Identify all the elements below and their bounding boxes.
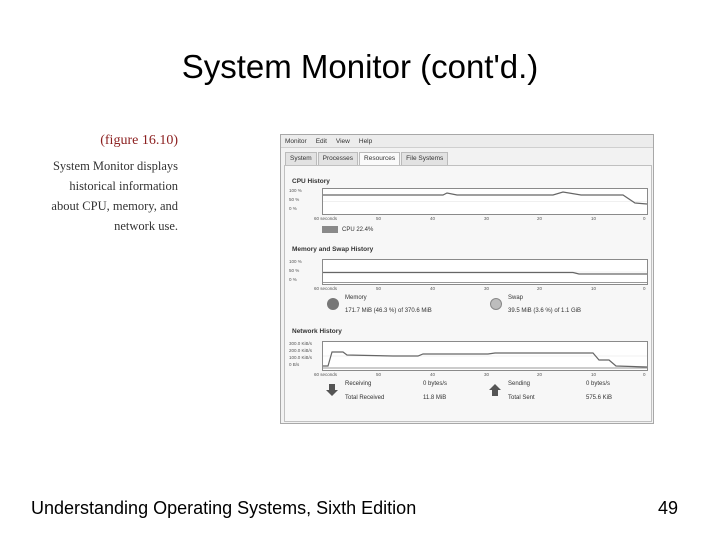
x-tick-label: 50 [376,286,382,291]
total-received-value: 11.8 MiB [423,395,447,401]
network-y-label: 100.0 KiB/s [289,355,313,360]
network-x-axis [314,372,649,378]
x-tick-label: 0 [643,372,646,377]
memory-y-label: 0 % [289,277,297,282]
cpu-history-chart [323,189,647,214]
memory-y-label: 100 % [289,259,302,264]
x-tick-label: 20 [537,286,543,291]
x-tick-label: 0 [643,216,646,221]
cpu-color-swatch[interactable] [322,226,338,233]
x-tick-label: 20 [537,216,543,221]
x-tick-label: 60 seconds [314,216,338,221]
caption-line: System Monitor displays [52,159,178,173]
caption-line: historical information [69,179,178,193]
total-sent-label: Total Sent [508,395,535,401]
sending-arrow-icon[interactable] [488,383,502,397]
swap-pie-icon[interactable] [490,298,502,310]
receiving-label: Receiving [345,381,372,387]
memory-history-graph [322,259,648,285]
x-tick-label: 60 seconds [314,372,338,377]
cpu-history-heading: CPU History [292,178,330,185]
x-tick-label: 40 [430,216,436,221]
cpu-legend [322,226,373,233]
receiving-value: 0 bytes/s [423,381,448,387]
memory-y-label: 50 % [289,268,300,273]
memory-pie-icon[interactable] [327,298,339,310]
sending-value: 0 bytes/s [586,381,611,387]
swap-label: Swap [508,295,524,301]
network-y-label: 0 B/s [289,362,300,367]
slide-title: System Monitor (cont'd.) [181,48,539,85]
swap-value: 39.5 MiB (3.6 %) of 1.1 GiB [508,308,582,314]
x-tick-label: 40 [430,372,436,377]
cpu-y-axis [289,189,319,213]
network-y-label: 200.0 KiB/s [289,348,313,353]
tab-system[interactable]: System [285,152,317,165]
network-history-heading: Network History [292,328,342,335]
caption-line: network use. [114,219,178,233]
cpu-y-label: 50 % [289,197,300,202]
network-y-label: 300.0 KiB/s [289,341,313,346]
network-y-axis [289,342,319,370]
cpu-x-axis [314,216,649,222]
menu-help[interactable]: Help [358,137,373,145]
x-tick-label: 10 [591,216,597,221]
receiving-line [323,352,647,367]
memory-label: Memory [345,295,367,301]
network-history-chart [323,342,647,370]
x-tick-label: 30 [484,216,490,221]
figure-caption [30,132,178,236]
menu-view[interactable]: View [335,137,350,145]
x-tick-label: 30 [484,286,490,291]
tab-processes[interactable]: Processes [318,152,358,165]
x-tick-label: 10 [591,286,597,291]
total-sent-value: 575.6 KiB [586,395,613,401]
x-tick-label: 10 [591,372,597,377]
cpu-y-label: 100 % [289,188,302,193]
system-monitor-window [280,134,654,424]
memory-y-axis [289,260,319,284]
x-tick-label: 30 [484,372,490,377]
x-tick-label: 0 [643,286,646,291]
caption-line: about CPU, memory, and [51,199,178,213]
page-number: 49 [657,498,678,518]
receiving-arrow-icon[interactable] [325,383,339,397]
memory-usage-line [323,273,647,275]
cpu-legend-label: CPU 22.4% [342,226,374,233]
cpu-y-label: 0 % [289,206,297,211]
tab-bar [285,152,653,165]
memory-x-axis [314,286,649,292]
memory-history-heading: Memory and Swap History [292,246,374,253]
memory-history-chart [323,260,647,284]
total-received-label: Total Received [345,395,385,401]
x-tick-label: 50 [376,216,382,221]
x-tick-label: 20 [537,372,543,377]
memory-value: 171.7 MiB (46.3 %) of 370.6 MiB [345,308,432,314]
tab-resources[interactable]: Resources [359,152,400,165]
figure-number: (figure 16.10) [100,133,178,148]
cpu-history-graph [322,188,648,215]
cpu-usage-line [323,192,647,204]
x-tick-label: 40 [430,286,436,291]
resources-panel [284,165,652,422]
x-tick-label: 60 seconds [314,286,338,291]
x-tick-label: 50 [376,372,382,377]
menu-monitor[interactable]: Monitor [285,137,307,145]
sending-label: Sending [508,381,531,387]
footer-book-title: Understanding Operating Systems, Sixth Edition [31,498,417,518]
network-history-graph [322,341,648,371]
menu-bar [281,135,653,148]
tab-file-systems[interactable]: File Systems [401,152,448,165]
menu-edit[interactable]: Edit [315,137,327,145]
